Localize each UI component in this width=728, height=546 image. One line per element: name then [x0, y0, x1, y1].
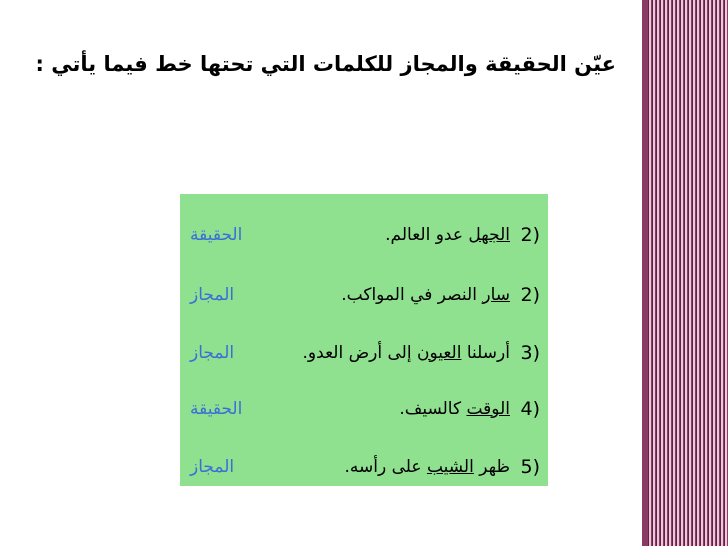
underlined-word: الشيب — [426, 457, 474, 477]
exercise-box — [180, 194, 548, 486]
sentence-text: أرسلنا — [461, 343, 510, 363]
exercise-row-3 — [180, 338, 548, 368]
decorative-side-band-edge — [642, 0, 648, 546]
row-answer: الحقيقة — [190, 399, 243, 419]
underlined-word: الجهل — [468, 225, 510, 245]
slide-title: عيّن الحقيقة والمجاز للكلمات التي تحتها خط فيما يأتي : — [35, 52, 616, 76]
sentence-text: ظهر — [473, 457, 510, 477]
sentence-text: كالسيف. — [399, 399, 467, 419]
row-sentence — [385, 220, 510, 250]
underlined-word: الوقت — [466, 399, 510, 419]
row-number: 5) — [520, 456, 540, 478]
exercise-row-2 — [180, 280, 548, 310]
exercise-row-5 — [180, 452, 548, 482]
row-number: 3) — [520, 342, 540, 364]
row-answer: المجاز — [190, 343, 235, 363]
row-number: 2) — [520, 284, 540, 306]
exercise-row-1 — [180, 220, 548, 250]
row-sentence — [341, 280, 510, 310]
underlined-word: سار — [482, 285, 510, 305]
sentence-text: إلى أرض العدو. — [302, 343, 417, 363]
row-answer: الحقيقة — [190, 225, 243, 245]
row-number: 4) — [520, 398, 540, 420]
sentence-text: على رأسه. — [344, 457, 427, 477]
sentence-text: عدو العالم. — [385, 225, 469, 245]
row-sentence — [344, 452, 510, 482]
row-answer: المجاز — [190, 285, 235, 305]
underlined-word: العيون — [416, 343, 462, 363]
decorative-side-band — [648, 0, 728, 546]
exercise-row-4 — [180, 394, 548, 424]
row-sentence — [303, 338, 510, 368]
row-sentence — [399, 394, 510, 424]
row-answer: المجاز — [190, 457, 235, 477]
row-number: 2) — [520, 224, 540, 246]
sentence-text: النصر في المواكب. — [341, 285, 483, 305]
